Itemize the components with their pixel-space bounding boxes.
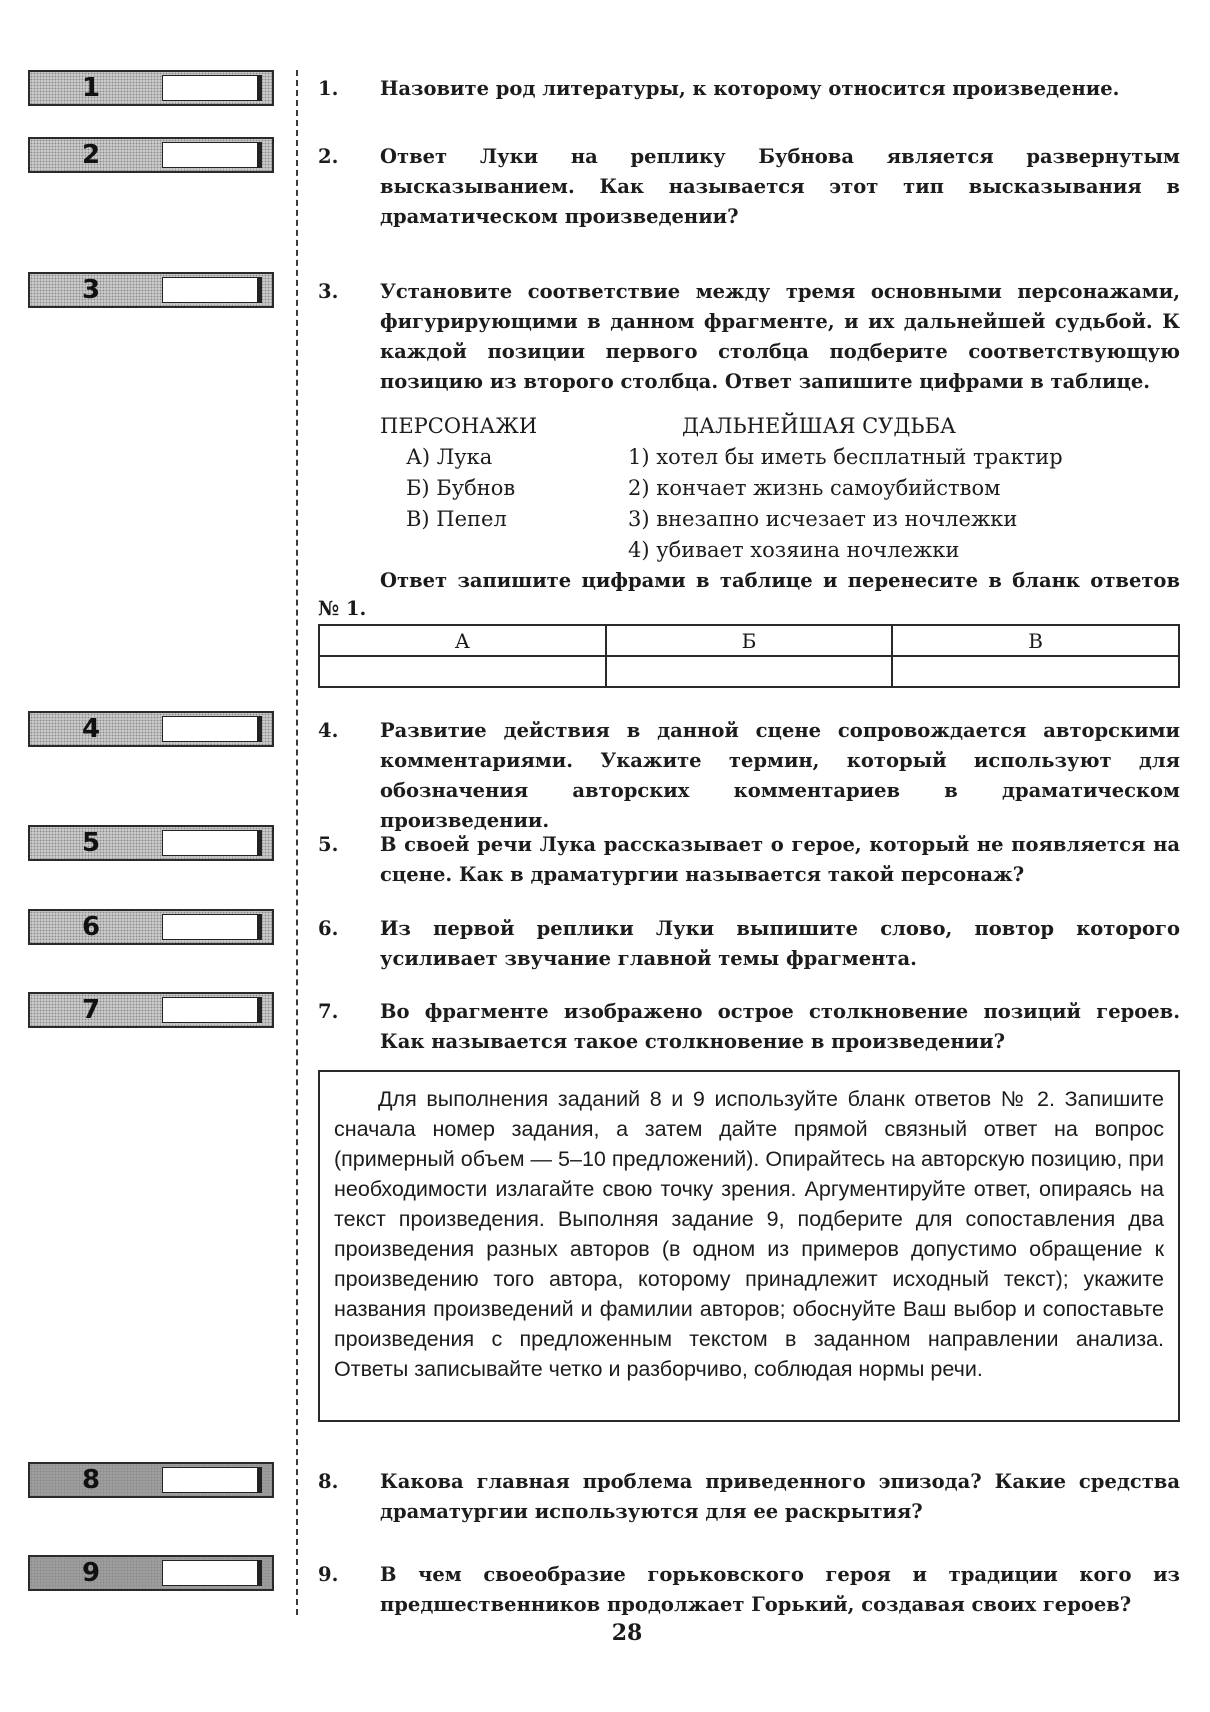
answer-input-5[interactable] — [162, 830, 262, 856]
answer-box-7 — [28, 992, 274, 1028]
question-number: 1. — [318, 77, 339, 100]
character-item: А) Лука — [406, 445, 493, 469]
answer-input-7[interactable] — [162, 997, 262, 1023]
answer-input-9[interactable] — [162, 1560, 262, 1586]
question-2 — [318, 142, 1180, 232]
answer-box-number: 4 — [81, 714, 101, 744]
answer-box-1 — [28, 70, 274, 106]
question-number: 2. — [318, 145, 339, 168]
question-text: Из первой реплики Луки выпишите слово, повтор которого усиливает звучание главной темы фрагмента. — [380, 917, 1180, 970]
character-item: В) Пепел — [406, 507, 507, 531]
answer-box-number: 9 — [81, 1558, 101, 1588]
question-text: Во фрагменте изображено острое столкновение позиций героев. Как называется такое столкновение в произведении? — [380, 1000, 1180, 1053]
answer-input-3[interactable] — [162, 277, 262, 303]
question-9 — [318, 1560, 1180, 1620]
table-instruction-end: № 1. — [318, 597, 367, 620]
instruction-box: Для выполнения заданий 8 и 9 используйте бланк ответов № 2. Запишите сначала номер задания, а затем дайте прямой связный ответ на вопрос (примерный объем — 5–10 предложений). Опирайтесь на авторскую позицию, при необходимости излагайте свою точку зрения. Аргументируйте ответ, опираясь на текст произведения. Выполняя задание 9, подберите для сопоставления два произведения разных авторов (в одном из примеров допустимо обращение к произведению того автора, которому принадлежит исходный текст); укажите названия произведений и фамилии авторов; обоснуйте Ваш выбор и сопоставьте произведения с предложенным текстом в заданном направлении анализа. Ответы записывайте четко и разборчиво, соблюдая нормы речи. — [318, 1070, 1180, 1422]
question-text: В чем своеобразие горьковского героя и традиции кого из предшественников продолжает Горький, создавая своих героев? — [380, 1563, 1180, 1616]
question-number: 4. — [318, 719, 339, 742]
question-text: Развитие действия в данной сцене сопровождается авторскими комментариями. Укажите термин, который используют для обозначения авторских комментариев в драматическом произведении. — [380, 719, 1180, 832]
table-header-v: В — [892, 625, 1179, 656]
question-1 — [318, 74, 1180, 104]
question-number: 3. — [318, 280, 339, 303]
question-text: Назовите род литературы, к которому относится произведение. — [380, 77, 1120, 100]
question-8 — [318, 1467, 1180, 1527]
answer-box-number: 7 — [81, 995, 101, 1025]
fate-item: 3) внезапно исчезает из ночлежки — [628, 507, 1018, 531]
answer-table — [318, 624, 1180, 688]
answer-box-number: 3 — [81, 275, 101, 305]
question-7 — [318, 997, 1180, 1057]
answer-input-4[interactable] — [162, 716, 262, 742]
page-number: 28 — [611, 1620, 643, 1646]
table-instruction: Ответ запишите цифрами в таблице и перенесите в бланк ответов — [380, 569, 1180, 592]
question-text: В своей речи Лука рассказывает о герое, который не появляется на сцене. Как в драматургии называется такой персонаж? — [380, 833, 1180, 886]
answer-box-6 — [28, 909, 274, 945]
question-5 — [318, 830, 1180, 890]
question-number: 9. — [318, 1563, 339, 1586]
fate-item: 4) убивает хозяина ночлежки — [628, 538, 960, 562]
answer-box-number: 8 — [81, 1465, 101, 1495]
question-text: Ответ Луки на реплику Бубнова является развернутым высказыванием. Как называется этот тип высказывания в драматическом произведении? — [380, 145, 1180, 228]
answer-box-9 — [28, 1555, 274, 1591]
answer-box-2 — [28, 137, 274, 173]
answer-box-number: 6 — [81, 912, 101, 942]
fate-list — [628, 442, 1063, 566]
answer-box-5 — [28, 825, 274, 861]
question-number: 8. — [318, 1470, 339, 1493]
margin-dashed-rule — [296, 70, 298, 1615]
answer-box-number: 1 — [81, 73, 101, 103]
question-4 — [318, 716, 1180, 836]
answer-input-8[interactable] — [162, 1467, 262, 1493]
answer-box-number: 5 — [81, 828, 101, 858]
answer-box-number: 2 — [81, 140, 101, 170]
answer-input-2[interactable] — [162, 142, 262, 168]
fate-item: 2) кончает жизнь самоубийством — [628, 476, 1001, 500]
question-number: 5. — [318, 833, 339, 856]
answer-input-1[interactable] — [162, 75, 262, 101]
question-text: Какова главная проблема приведенного эпизода? Какие средства драматургии используются для ее раскрытия? — [380, 1470, 1180, 1523]
table-cell-v[interactable] — [892, 656, 1179, 687]
answer-box-8 — [28, 1462, 274, 1498]
question-number: 6. — [318, 917, 339, 940]
characters-list — [406, 442, 515, 535]
question-3 — [318, 277, 1180, 397]
question-6 — [318, 914, 1180, 974]
question-number: 7. — [318, 1000, 339, 1023]
characters-header: ПЕРСОНАЖИ — [380, 414, 538, 438]
fate-item: 1) хотел бы иметь бесплатный трактир — [628, 445, 1063, 469]
table-cell-b[interactable] — [606, 656, 893, 687]
question-text: Установите соответствие между тремя основными персонажами, фигурирующими в данном фрагменте, и их дальнейшей судьбой. К каждой позиции первого столбца подберите соответствующую позицию из второго столбца. Ответ запишите цифрами в таблице. — [380, 280, 1180, 393]
answer-box-4 — [28, 711, 274, 747]
table-header-a: А — [319, 625, 606, 656]
answer-box-3 — [28, 272, 274, 308]
table-header-b: Б — [606, 625, 893, 656]
character-item: Б) Бубнов — [406, 476, 516, 500]
fate-header: ДАЛЬНЕЙШАЯ СУДЬБА — [682, 414, 956, 438]
answer-input-6[interactable] — [162, 914, 262, 940]
table-cell-a[interactable] — [319, 656, 606, 687]
